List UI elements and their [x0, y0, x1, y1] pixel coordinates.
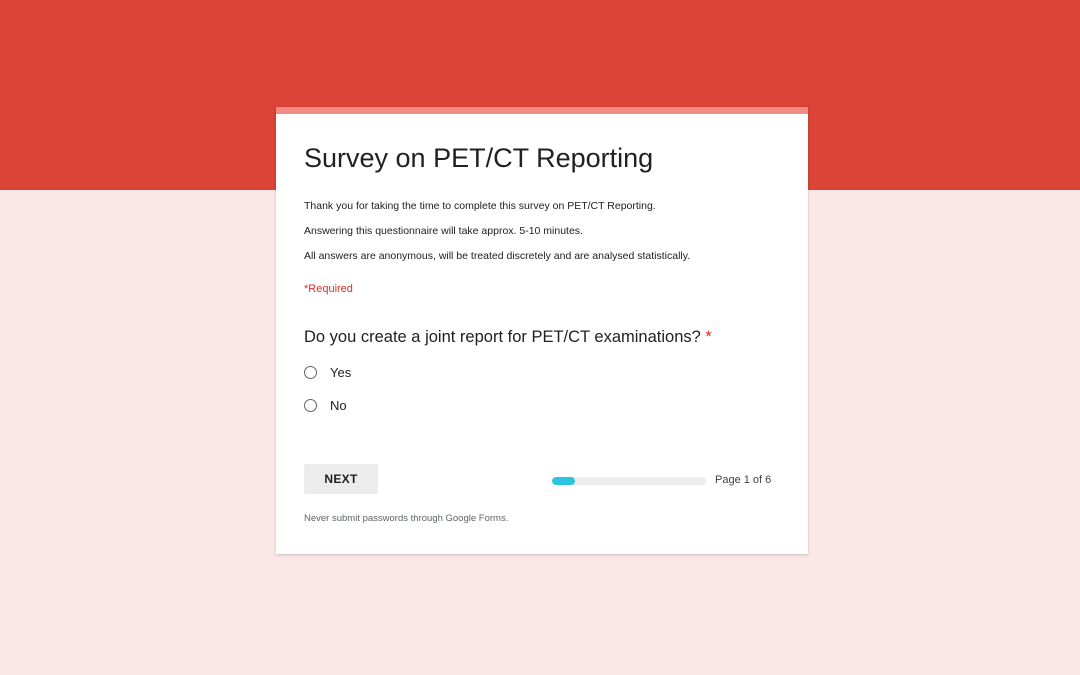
progress-bar-fill [552, 477, 575, 485]
required-asterisk: * [705, 328, 712, 346]
form-description-line: Thank you for taking the time to complete this survey on PET/CT Reporting. [304, 200, 656, 212]
card-accent-bar [276, 107, 808, 114]
required-note: *Required [304, 283, 353, 295]
option-no[interactable] [304, 398, 347, 413]
next-button[interactable]: NEXT [304, 464, 378, 494]
option-yes[interactable] [304, 365, 351, 380]
form-title: Survey on PET/CT Reporting [304, 143, 654, 173]
radio-circle-icon[interactable] [304, 399, 317, 412]
question-text: Do you create a joint report for PET/CT examinations? [304, 328, 701, 346]
question-title [304, 328, 712, 347]
progress-bar [552, 477, 706, 485]
radio-circle-icon[interactable] [304, 366, 317, 379]
form-card [276, 107, 808, 554]
option-label: Yes [330, 365, 352, 380]
option-label: No [330, 398, 347, 413]
footer-note: Never submit passwords through Google Forms. [304, 513, 509, 524]
page-indicator: Page 1 of 6 [715, 474, 772, 486]
form-description-line: Answering this questionnaire will take approx. 5-10 minutes. [304, 225, 583, 237]
form-description-line: All answers are anonymous, will be treated discretely and are analysed statistically. [304, 250, 691, 262]
